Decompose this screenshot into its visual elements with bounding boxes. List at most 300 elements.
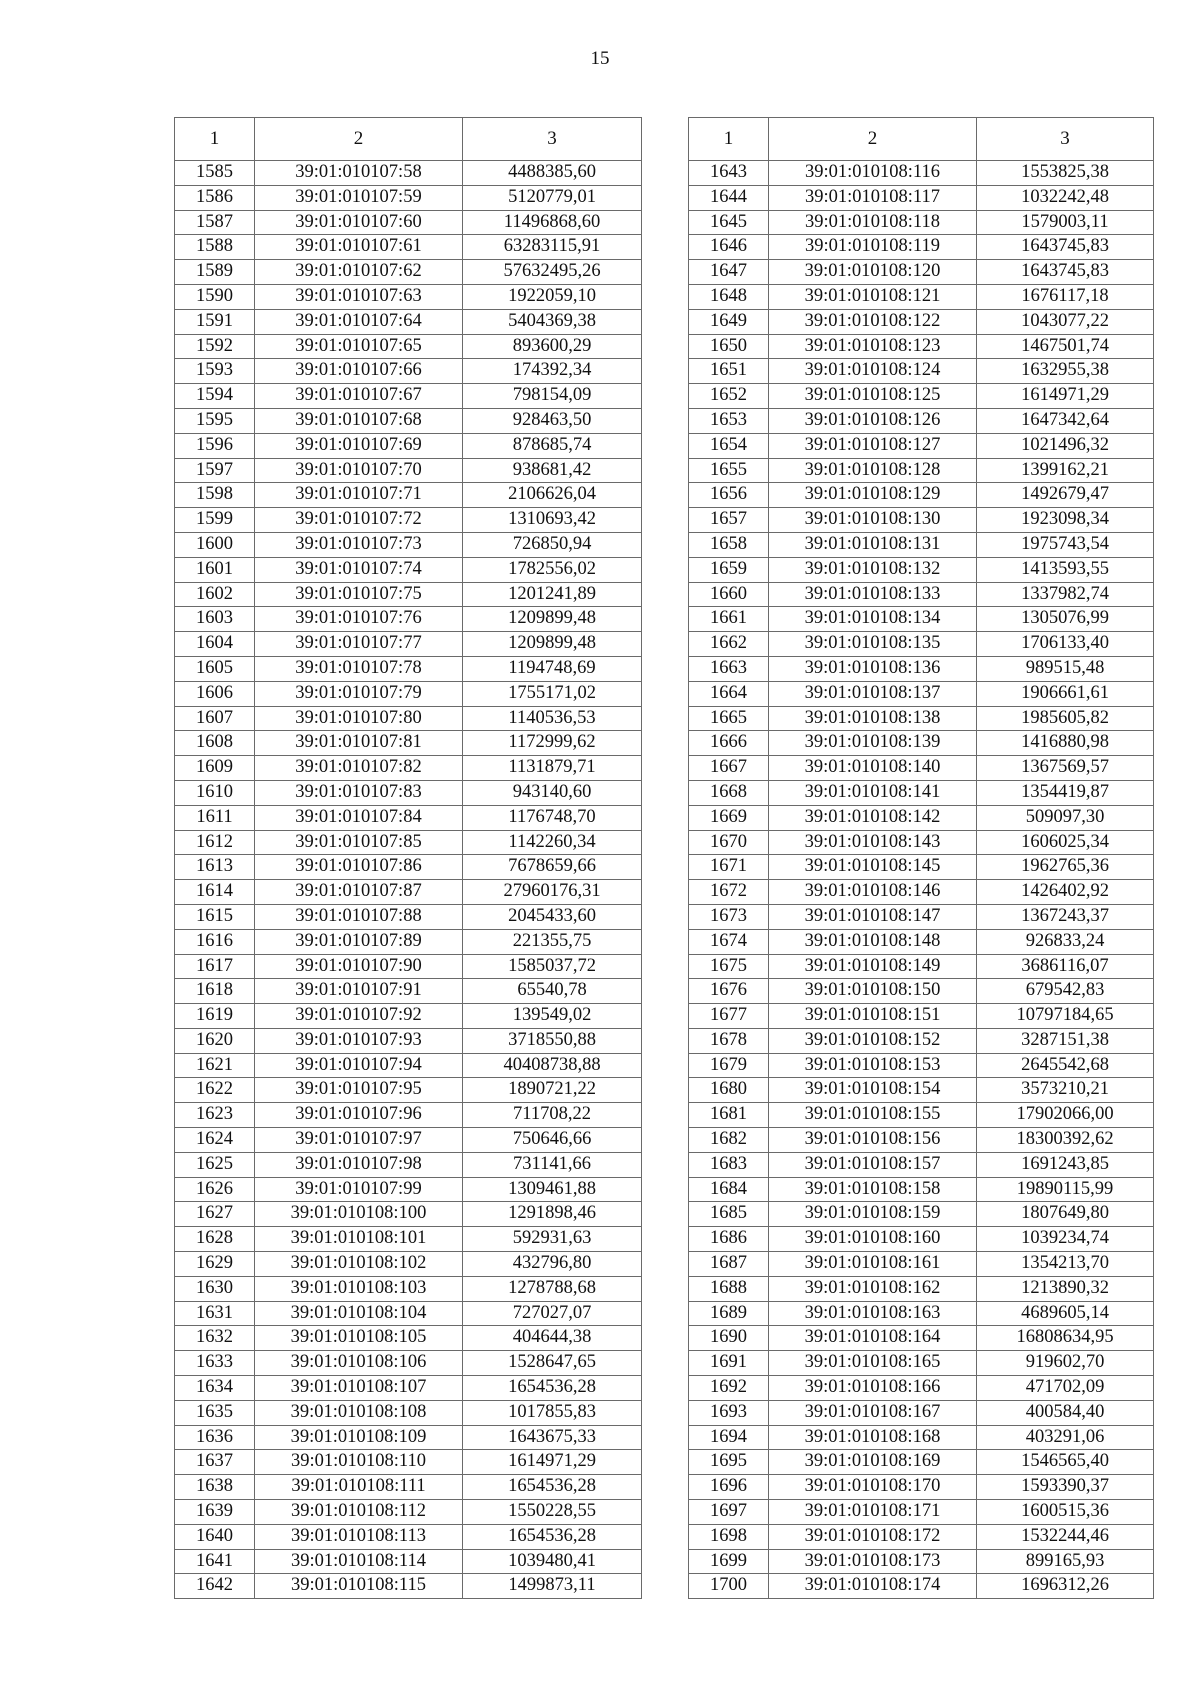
cadastral-number-cell: 39:01:010108:107 (255, 1376, 463, 1401)
row-number-cell: 1608 (175, 731, 255, 756)
row-number-cell: 1648 (689, 284, 769, 309)
table-row (175, 1400, 642, 1425)
row-number-cell: 1619 (175, 1004, 255, 1029)
cadastral-number-cell: 39:01:010107:79 (255, 681, 463, 706)
row-number-cell: 1698 (689, 1524, 769, 1549)
value-cell: 1676117,18 (977, 284, 1154, 309)
row-number-cell: 1691 (689, 1351, 769, 1376)
row-number-cell: 1622 (175, 1078, 255, 1103)
cadastral-number-cell: 39:01:010107:72 (255, 508, 463, 533)
value-cell: 1017855,83 (463, 1400, 642, 1425)
table-row (689, 1326, 1154, 1351)
row-number-cell: 1633 (175, 1351, 255, 1376)
value-cell: 1906661,61 (977, 681, 1154, 706)
table-row (689, 185, 1154, 210)
cadastral-number-cell: 39:01:010108:147 (769, 904, 977, 929)
row-number-cell: 1672 (689, 880, 769, 905)
cadastral-number-cell: 39:01:010108:158 (769, 1177, 977, 1202)
row-number-cell: 1653 (689, 408, 769, 433)
value-cell: 1278788,68 (463, 1276, 642, 1301)
table-row (175, 681, 642, 706)
cadastral-number-cell: 39:01:010108:156 (769, 1128, 977, 1153)
value-cell: 1039480,41 (463, 1549, 642, 1574)
value-cell: 1985605,82 (977, 706, 1154, 731)
row-number-cell: 1694 (689, 1425, 769, 1450)
cadastral-number-cell: 39:01:010107:87 (255, 880, 463, 905)
cadastral-number-cell: 39:01:010108:140 (769, 756, 977, 781)
left-table (174, 117, 642, 1599)
row-number-cell: 1588 (175, 235, 255, 260)
row-number-cell: 1655 (689, 458, 769, 483)
table-row (175, 433, 642, 458)
value-cell: 1131879,71 (463, 756, 642, 781)
left-table-body (175, 161, 642, 1599)
row-number-cell: 1696 (689, 1475, 769, 1500)
table-row (689, 384, 1154, 409)
table-row (175, 880, 642, 905)
value-cell: 943140,60 (463, 780, 642, 805)
table-row (175, 1152, 642, 1177)
row-number-cell: 1603 (175, 607, 255, 632)
cadastral-number-cell: 39:01:010108:125 (769, 384, 977, 409)
value-cell: 1337982,74 (977, 582, 1154, 607)
table-row (689, 1400, 1154, 1425)
cadastral-number-cell: 39:01:010108:149 (769, 954, 977, 979)
row-number-cell: 1610 (175, 780, 255, 805)
cadastral-number-cell: 39:01:010108:105 (255, 1326, 463, 1351)
row-number-cell: 1669 (689, 805, 769, 830)
table-row (689, 408, 1154, 433)
table-row (689, 607, 1154, 632)
value-cell: 727027,07 (463, 1301, 642, 1326)
table-row (175, 161, 642, 186)
row-number-cell: 1634 (175, 1376, 255, 1401)
value-cell: 17902066,00 (977, 1103, 1154, 1128)
row-number-cell: 1605 (175, 656, 255, 681)
row-number-cell: 1630 (175, 1276, 255, 1301)
table-row (689, 880, 1154, 905)
row-number-cell: 1613 (175, 855, 255, 880)
cadastral-number-cell: 39:01:010108:102 (255, 1252, 463, 1277)
value-cell: 11496868,60 (463, 210, 642, 235)
row-number-cell: 1690 (689, 1326, 769, 1351)
cadastral-number-cell: 39:01:010108:148 (769, 929, 977, 954)
table-row (175, 805, 642, 830)
table-row (689, 904, 1154, 929)
row-number-cell: 1686 (689, 1227, 769, 1252)
row-number-cell: 1594 (175, 384, 255, 409)
cadastral-number-cell: 39:01:010107:81 (255, 731, 463, 756)
value-cell: 3718550,88 (463, 1028, 642, 1053)
cadastral-number-cell: 39:01:010107:75 (255, 582, 463, 607)
table-row (175, 1028, 642, 1053)
row-number-cell: 1646 (689, 235, 769, 260)
value-cell: 4488385,60 (463, 161, 642, 186)
row-number-cell: 1640 (175, 1524, 255, 1549)
cadastral-number-cell: 39:01:010107:73 (255, 532, 463, 557)
cadastral-number-cell: 39:01:010108:109 (255, 1425, 463, 1450)
cadastral-number-cell: 39:01:010108:112 (255, 1500, 463, 1525)
cadastral-number-cell: 39:01:010107:98 (255, 1152, 463, 1177)
cadastral-number-cell: 39:01:010108:130 (769, 508, 977, 533)
value-cell: 1309461,88 (463, 1177, 642, 1202)
column-header-1: 1 (689, 118, 769, 161)
table-row (175, 731, 642, 756)
table-row (689, 483, 1154, 508)
value-cell: 1923098,34 (977, 508, 1154, 533)
row-number-cell: 1671 (689, 855, 769, 880)
value-cell: 1426402,92 (977, 880, 1154, 905)
value-cell: 1305076,99 (977, 607, 1154, 632)
table-row (689, 1028, 1154, 1053)
value-cell: 893600,29 (463, 334, 642, 359)
cadastral-number-cell: 39:01:010108:150 (769, 979, 977, 1004)
cadastral-number-cell: 39:01:010108:113 (255, 1524, 463, 1549)
cadastral-number-cell: 39:01:010108:152 (769, 1028, 977, 1053)
cadastral-number-cell: 39:01:010108:120 (769, 260, 977, 285)
row-number-cell: 1684 (689, 1177, 769, 1202)
table-row (175, 607, 642, 632)
row-number-cell: 1663 (689, 656, 769, 681)
table-row (175, 408, 642, 433)
cadastral-number-cell: 39:01:010107:88 (255, 904, 463, 929)
value-cell: 1654536,28 (463, 1475, 642, 1500)
row-number-cell: 1659 (689, 557, 769, 582)
table-row (689, 1128, 1154, 1153)
table-row (175, 1326, 642, 1351)
row-number-cell: 1599 (175, 508, 255, 533)
table-row (689, 359, 1154, 384)
table-row (175, 1450, 642, 1475)
cadastral-number-cell: 39:01:010107:94 (255, 1053, 463, 1078)
table-row (175, 185, 642, 210)
value-cell: 1546565,40 (977, 1450, 1154, 1475)
value-cell: 1467501,74 (977, 334, 1154, 359)
table-row (689, 681, 1154, 706)
cadastral-number-cell: 39:01:010108:165 (769, 1351, 977, 1376)
table-row (689, 260, 1154, 285)
table-row (689, 632, 1154, 657)
value-cell: 5404369,38 (463, 309, 642, 334)
table-row (175, 1004, 642, 1029)
table-row (175, 1500, 642, 1525)
cadastral-number-cell: 39:01:010108:124 (769, 359, 977, 384)
cadastral-number-cell: 39:01:010108:164 (769, 1326, 977, 1351)
table-row (689, 780, 1154, 805)
value-cell: 1310693,42 (463, 508, 642, 533)
value-cell: 1975743,54 (977, 532, 1154, 557)
cadastral-number-cell: 39:01:010107:91 (255, 979, 463, 1004)
table-row (689, 756, 1154, 781)
row-number-cell: 1602 (175, 582, 255, 607)
row-number-cell: 1679 (689, 1053, 769, 1078)
value-cell: 1367243,37 (977, 904, 1154, 929)
value-cell: 1691243,85 (977, 1152, 1154, 1177)
cadastral-number-cell: 39:01:010108:154 (769, 1078, 977, 1103)
cadastral-number-cell: 39:01:010108:122 (769, 309, 977, 334)
row-number-cell: 1649 (689, 309, 769, 334)
table-row (689, 1276, 1154, 1301)
table-row (689, 1301, 1154, 1326)
value-cell: 1032242,48 (977, 185, 1154, 210)
cadastral-number-cell: 39:01:010108:163 (769, 1301, 977, 1326)
table-row (689, 210, 1154, 235)
cadastral-number-cell: 39:01:010108:174 (769, 1574, 977, 1599)
value-cell: 7678659,66 (463, 855, 642, 880)
value-cell: 221355,75 (463, 929, 642, 954)
table-row (689, 508, 1154, 533)
row-number-cell: 1695 (689, 1450, 769, 1475)
row-number-cell: 1662 (689, 632, 769, 657)
table-row (175, 458, 642, 483)
value-cell: 18300392,62 (977, 1128, 1154, 1153)
row-number-cell: 1693 (689, 1400, 769, 1425)
row-number-cell: 1589 (175, 260, 255, 285)
row-number-cell: 1651 (689, 359, 769, 384)
table-row (689, 1227, 1154, 1252)
cadastral-number-cell: 39:01:010108:106 (255, 1351, 463, 1376)
row-number-cell: 1688 (689, 1276, 769, 1301)
column-header-1: 1 (175, 118, 255, 161)
value-cell: 65540,78 (463, 979, 642, 1004)
table-row (175, 1276, 642, 1301)
table-row (175, 284, 642, 309)
value-cell: 1201241,89 (463, 582, 642, 607)
row-number-cell: 1673 (689, 904, 769, 929)
row-number-cell: 1692 (689, 1376, 769, 1401)
cadastral-number-cell: 39:01:010108:161 (769, 1252, 977, 1277)
value-cell: 926833,24 (977, 929, 1154, 954)
row-number-cell: 1585 (175, 161, 255, 186)
value-cell: 928463,50 (463, 408, 642, 433)
value-cell: 1890721,22 (463, 1078, 642, 1103)
table-row (689, 1078, 1154, 1103)
cadastral-number-cell: 39:01:010108:168 (769, 1425, 977, 1450)
row-number-cell: 1617 (175, 954, 255, 979)
row-number-cell: 1647 (689, 260, 769, 285)
cadastral-number-cell: 39:01:010108:121 (769, 284, 977, 309)
cadastral-number-cell: 39:01:010107:65 (255, 334, 463, 359)
value-cell: 919602,70 (977, 1351, 1154, 1376)
table-row (175, 1574, 642, 1599)
row-number-cell: 1631 (175, 1301, 255, 1326)
table-row (175, 1524, 642, 1549)
row-number-cell: 1597 (175, 458, 255, 483)
value-cell: 1579003,11 (977, 210, 1154, 235)
value-cell: 750646,66 (463, 1128, 642, 1153)
cadastral-number-cell: 39:01:010107:78 (255, 656, 463, 681)
value-cell: 1654536,28 (463, 1524, 642, 1549)
table-row (175, 706, 642, 731)
value-cell: 403291,06 (977, 1425, 1154, 1450)
right-table (688, 117, 1154, 1599)
table-row (175, 954, 642, 979)
row-number-cell: 1681 (689, 1103, 769, 1128)
table-row (175, 1053, 642, 1078)
table-row (689, 1450, 1154, 1475)
cadastral-number-cell: 39:01:010107:64 (255, 309, 463, 334)
table-row (175, 1475, 642, 1500)
row-number-cell: 1590 (175, 284, 255, 309)
cadastral-number-cell: 39:01:010107:74 (255, 557, 463, 582)
table-row (175, 1351, 642, 1376)
cadastral-number-cell: 39:01:010108:103 (255, 1276, 463, 1301)
header-row (175, 118, 642, 161)
cadastral-number-cell: 39:01:010108:119 (769, 235, 977, 260)
value-cell: 1632955,38 (977, 359, 1154, 384)
table-row (689, 731, 1154, 756)
table-row (689, 1177, 1154, 1202)
row-number-cell: 1587 (175, 210, 255, 235)
row-number-cell: 1687 (689, 1252, 769, 1277)
table-row (689, 1103, 1154, 1128)
table-row (175, 1202, 642, 1227)
row-number-cell: 1660 (689, 582, 769, 607)
value-cell: 1142260,34 (463, 830, 642, 855)
value-cell: 1807649,80 (977, 1202, 1154, 1227)
table-row (175, 979, 642, 1004)
cadastral-number-cell: 39:01:010108:142 (769, 805, 977, 830)
value-cell: 731141,66 (463, 1152, 642, 1177)
row-number-cell: 1624 (175, 1128, 255, 1153)
value-cell: 3573210,21 (977, 1078, 1154, 1103)
value-cell: 1043077,22 (977, 309, 1154, 334)
value-cell: 1492679,47 (977, 483, 1154, 508)
cadastral-number-cell: 39:01:010108:166 (769, 1376, 977, 1401)
row-number-cell: 1593 (175, 359, 255, 384)
table-row (689, 1475, 1154, 1500)
cadastral-number-cell: 39:01:010108:159 (769, 1202, 977, 1227)
cadastral-number-cell: 39:01:010108:104 (255, 1301, 463, 1326)
row-number-cell: 1626 (175, 1177, 255, 1202)
cadastral-number-cell: 39:01:010108:170 (769, 1475, 977, 1500)
value-cell: 2045433,60 (463, 904, 642, 929)
row-number-cell: 1674 (689, 929, 769, 954)
row-number-cell: 1604 (175, 632, 255, 657)
cadastral-number-cell: 39:01:010108:133 (769, 582, 977, 607)
table-row (689, 1202, 1154, 1227)
cadastral-number-cell: 39:01:010108:153 (769, 1053, 977, 1078)
cadastral-number-cell: 39:01:010108:173 (769, 1549, 977, 1574)
cadastral-number-cell: 39:01:010108:160 (769, 1227, 977, 1252)
value-cell: 1643675,33 (463, 1425, 642, 1450)
row-number-cell: 1654 (689, 433, 769, 458)
cadastral-number-cell: 39:01:010108:146 (769, 880, 977, 905)
value-cell: 5120779,01 (463, 185, 642, 210)
row-number-cell: 1616 (175, 929, 255, 954)
row-number-cell: 1697 (689, 1500, 769, 1525)
row-number-cell: 1607 (175, 706, 255, 731)
table-row (689, 929, 1154, 954)
table-row (175, 780, 642, 805)
value-cell: 1962765,36 (977, 855, 1154, 880)
table-row (689, 1376, 1154, 1401)
cadastral-number-cell: 39:01:010107:82 (255, 756, 463, 781)
cadastral-number-cell: 39:01:010107:71 (255, 483, 463, 508)
cadastral-number-cell: 39:01:010107:97 (255, 1128, 463, 1153)
row-number-cell: 1689 (689, 1301, 769, 1326)
cadastral-number-cell: 39:01:010108:157 (769, 1152, 977, 1177)
cadastral-number-cell: 39:01:010107:66 (255, 359, 463, 384)
cadastral-number-cell: 39:01:010108:126 (769, 408, 977, 433)
cadastral-number-cell: 39:01:010107:84 (255, 805, 463, 830)
value-cell: 471702,09 (977, 1376, 1154, 1401)
row-number-cell: 1675 (689, 954, 769, 979)
row-number-cell: 1591 (175, 309, 255, 334)
value-cell: 2106626,04 (463, 483, 642, 508)
row-number-cell: 1586 (175, 185, 255, 210)
cadastral-number-cell: 39:01:010108:111 (255, 1475, 463, 1500)
cadastral-number-cell: 39:01:010107:85 (255, 830, 463, 855)
value-cell: 16808634,95 (977, 1326, 1154, 1351)
value-cell: 1696312,26 (977, 1574, 1154, 1599)
row-number-cell: 1638 (175, 1475, 255, 1500)
cadastral-number-cell: 39:01:010108:155 (769, 1103, 977, 1128)
cadastral-number-cell: 39:01:010107:70 (255, 458, 463, 483)
table-row (175, 260, 642, 285)
value-cell: 878685,74 (463, 433, 642, 458)
cadastral-number-cell: 39:01:010108:110 (255, 1450, 463, 1475)
value-cell: 1532244,46 (977, 1524, 1154, 1549)
table-row (175, 532, 642, 557)
cadastral-number-cell: 39:01:010107:92 (255, 1004, 463, 1029)
row-number-cell: 1627 (175, 1202, 255, 1227)
cadastral-number-cell: 39:01:010107:93 (255, 1028, 463, 1053)
table-row (689, 557, 1154, 582)
row-number-cell: 1629 (175, 1252, 255, 1277)
row-number-cell: 1664 (689, 681, 769, 706)
row-number-cell: 1650 (689, 334, 769, 359)
cadastral-number-cell: 39:01:010107:58 (255, 161, 463, 186)
cadastral-number-cell: 39:01:010108:123 (769, 334, 977, 359)
value-cell: 1585037,72 (463, 954, 642, 979)
row-number-cell: 1609 (175, 756, 255, 781)
value-cell: 1550228,55 (463, 1500, 642, 1525)
row-number-cell: 1680 (689, 1078, 769, 1103)
cadastral-number-cell: 39:01:010107:99 (255, 1177, 463, 1202)
table-row (175, 904, 642, 929)
table-row (175, 359, 642, 384)
row-number-cell: 1643 (689, 161, 769, 186)
row-number-cell: 1682 (689, 1128, 769, 1153)
value-cell: 1354419,87 (977, 780, 1154, 805)
table-row (689, 1549, 1154, 1574)
value-cell: 174392,34 (463, 359, 642, 384)
table-row (175, 309, 642, 334)
cadastral-number-cell: 39:01:010107:68 (255, 408, 463, 433)
cadastral-number-cell: 39:01:010108:135 (769, 632, 977, 657)
value-cell: 19890115,99 (977, 1177, 1154, 1202)
cadastral-number-cell: 39:01:010108:137 (769, 681, 977, 706)
table-row (175, 384, 642, 409)
value-cell: 1600515,36 (977, 1500, 1154, 1525)
header-row (689, 118, 1154, 161)
value-cell: 3686116,07 (977, 954, 1154, 979)
row-number-cell: 1645 (689, 210, 769, 235)
row-number-cell: 1606 (175, 681, 255, 706)
row-number-cell: 1621 (175, 1053, 255, 1078)
row-number-cell: 1625 (175, 1152, 255, 1177)
table-row (175, 929, 642, 954)
table-row (689, 458, 1154, 483)
table-row (689, 1500, 1154, 1525)
cadastral-number-cell: 39:01:010108:143 (769, 830, 977, 855)
table-row (175, 334, 642, 359)
table-row (689, 433, 1154, 458)
column-header-3: 3 (977, 118, 1154, 161)
value-cell: 1606025,34 (977, 830, 1154, 855)
value-cell: 4689605,14 (977, 1301, 1154, 1326)
